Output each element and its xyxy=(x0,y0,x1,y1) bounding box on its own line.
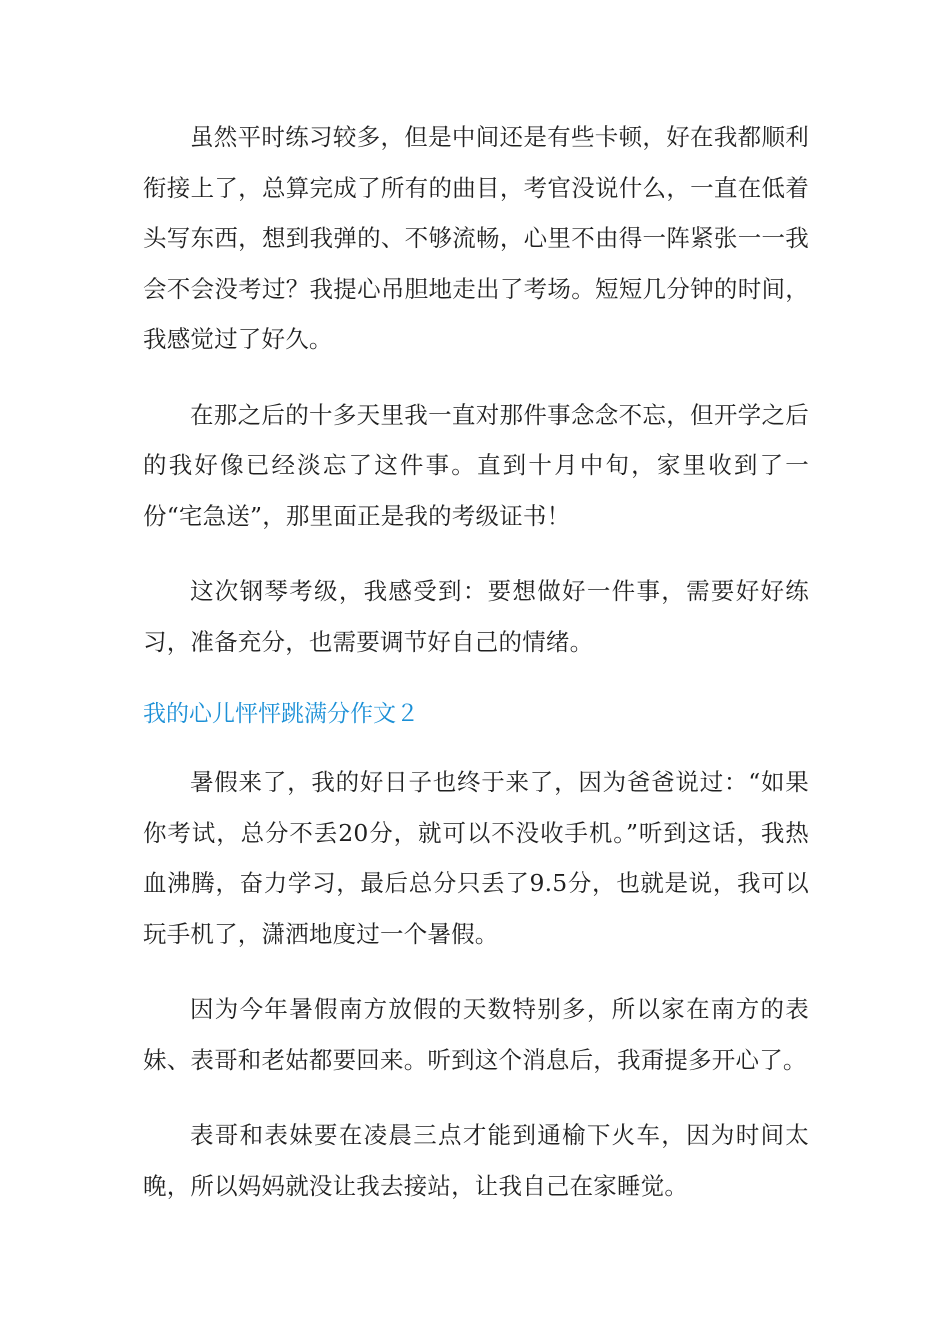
paragraph-certificate-arrival: 在那之后的十多天里我一直对那件事念念不忘，但开学之后的我好像已经淡忘了这件事。直到十月中旬，家里收到了一份“宅急送”，那里面正是我的考级证书！ xyxy=(143,400,809,530)
document-body xyxy=(143,112,809,1236)
paragraph-late-arrival: 表哥和表妹要在凌晨三点才能到通榆下火车，因为时间太晚，所以妈妈就没让我去接站，让我自己在家睡觉。 xyxy=(143,1121,809,1200)
paragraph-piano-lesson: 这次钢琴考级，我感受到：要想做好一件事，需要好好练习，准备充分，也需要调节好自己的情绪。 xyxy=(143,577,809,656)
essay-heading: 我的心儿怦怦跳满分作文２ xyxy=(143,701,419,727)
paragraph-exam-performance: 虽然平时练习较多，但是中间还是有些卡顿，好在我都顺利衔接上了，总算完成了所有的曲目，考官没说什么，一直在低着头写东西，想到我弹的、不够流畅，心里不由得一阵紧张一一我会不会没考过？我提心吊胆地走出了考场。短短几分钟的时间，我感觉过了好久。 xyxy=(143,123,809,353)
paragraph-summer-vacation: 暑假来了，我的好日子也终于来了，因为爸爸说过：“如果你考试，总分不丢20分，就可以不没收手机。”听到这话，我热血沸腾，奋力学习，最后总分只丢了9.5分，也就是说，我可以玩手机了，潇洒地度过一个暑假。 xyxy=(143,768,809,948)
paragraph-relatives-return: 因为今年暑假南方放假的天数特别多，所以家在南方的表妹、表哥和老姑都要回来。听到这个消息后，我甭提多开心了。 xyxy=(143,995,809,1074)
